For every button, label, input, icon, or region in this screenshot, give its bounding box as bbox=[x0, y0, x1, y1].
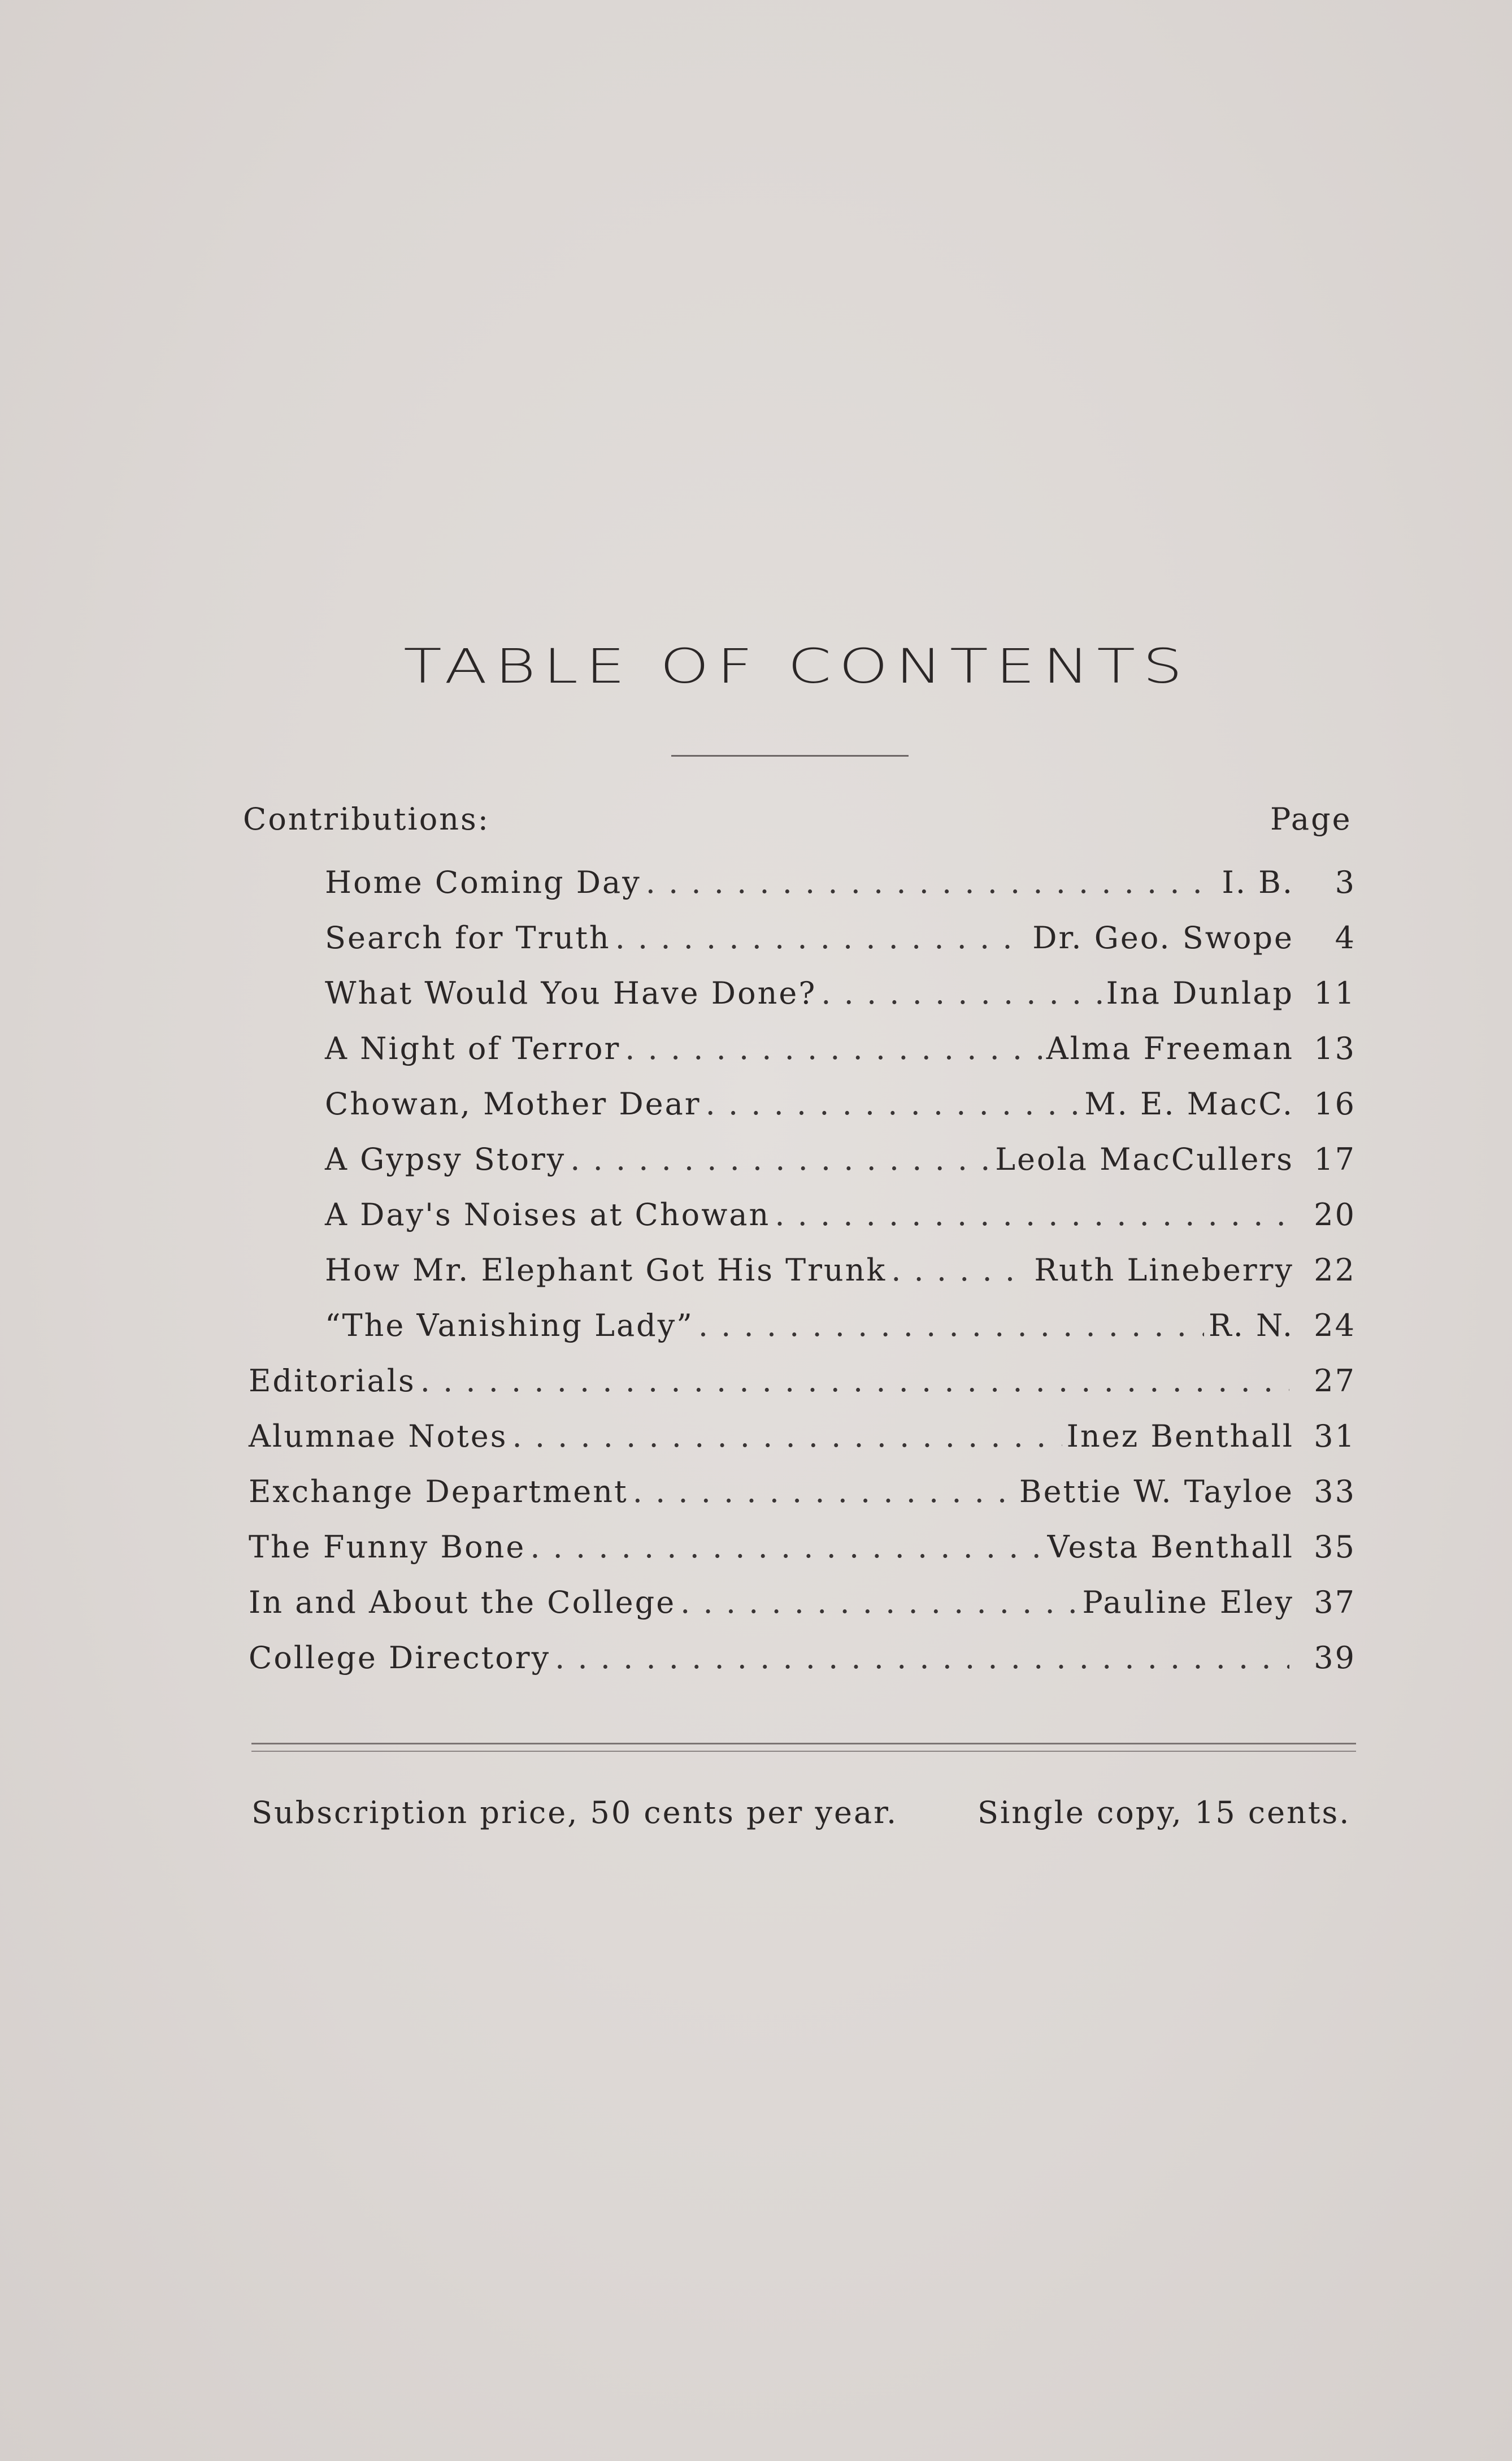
toc-entry-title: A Day's Noises at Chowan bbox=[325, 1197, 771, 1232]
toc-entry bbox=[325, 1197, 1356, 1236]
leader-dots bbox=[775, 1197, 1289, 1232]
toc-entry-page: 4 bbox=[1335, 920, 1356, 956]
toc-entry bbox=[249, 1640, 1356, 1679]
toc-entry-page: 22 bbox=[1314, 1252, 1356, 1288]
toc-entry-page: 39 bbox=[1314, 1640, 1356, 1676]
toc-entry bbox=[249, 1474, 1356, 1513]
toc-entry-page: 13 bbox=[1314, 1031, 1356, 1066]
leader-dots bbox=[420, 1363, 1289, 1399]
toc-entry-title: Exchange Department bbox=[249, 1474, 628, 1509]
toc-entry-title: Chowan, Mother Dear bbox=[325, 1086, 701, 1122]
toc-entry-title: A Night of Terror bbox=[325, 1031, 621, 1066]
toc-entry-author: I. B. bbox=[1222, 865, 1294, 900]
toc-entry-title: Editorials bbox=[249, 1363, 416, 1399]
toc-entry bbox=[325, 920, 1356, 960]
toc-entry-title: What Would You Have Done? bbox=[325, 975, 817, 1011]
toc-entry-author: M. E. MacC. bbox=[1084, 1086, 1294, 1122]
toc-entry bbox=[249, 1529, 1356, 1569]
toc-entry-author: R. N. bbox=[1209, 1308, 1294, 1343]
leader-dots bbox=[512, 1418, 1062, 1454]
leader-dots bbox=[570, 1141, 990, 1177]
leader-dots bbox=[633, 1474, 1015, 1509]
toc-entry-page: 17 bbox=[1314, 1141, 1356, 1177]
toc-entry-title: A Gypsy Story bbox=[325, 1141, 566, 1177]
footer-rule-bottom bbox=[251, 1751, 1356, 1752]
toc-entry-author: Ina Dunlap bbox=[1106, 975, 1294, 1011]
toc-entry-title: College Directory bbox=[249, 1640, 551, 1676]
single-copy-price: Single copy, 15 cents. bbox=[977, 1795, 1351, 1830]
leader-dots bbox=[555, 1640, 1289, 1676]
toc-entry bbox=[325, 1031, 1356, 1070]
toc-entry bbox=[325, 1086, 1356, 1126]
toc-entry-author: Pauline Eley bbox=[1082, 1585, 1294, 1620]
page-column-heading: Page bbox=[1270, 801, 1352, 837]
toc-entry-page: 3 bbox=[1335, 865, 1356, 900]
toc-entry-page: 27 bbox=[1314, 1363, 1356, 1399]
leader-dots bbox=[698, 1308, 1204, 1343]
toc-entry bbox=[325, 1252, 1356, 1292]
toc-entry-page: 11 bbox=[1314, 975, 1356, 1011]
leader-dots bbox=[646, 865, 1218, 900]
leader-dots bbox=[821, 975, 1101, 1011]
toc-entry bbox=[249, 1363, 1356, 1403]
toc-entry-author: Dr. Geo. Swope bbox=[1032, 920, 1294, 956]
toc-entry-page: 24 bbox=[1314, 1308, 1356, 1343]
toc-entry-author: Leola MacCullers bbox=[995, 1141, 1294, 1177]
toc-entry-title: In and About the College bbox=[249, 1585, 676, 1620]
leader-dots bbox=[891, 1252, 1029, 1288]
toc-entry bbox=[249, 1418, 1356, 1458]
toc-entry-page: 31 bbox=[1314, 1418, 1356, 1454]
toc-entry bbox=[325, 1308, 1356, 1347]
toc-entry-page: 33 bbox=[1314, 1474, 1356, 1509]
footer-rule-top bbox=[251, 1743, 1356, 1744]
toc-entry bbox=[249, 1585, 1356, 1624]
toc-entry-page: 16 bbox=[1314, 1086, 1356, 1122]
toc-entry-title: Alumnae Notes bbox=[249, 1418, 508, 1454]
leader-dots bbox=[615, 920, 1028, 956]
toc-entry-author: Inez Benthall bbox=[1066, 1418, 1294, 1454]
toc-entry-author: Bettie W. Tayloe bbox=[1019, 1474, 1294, 1509]
leader-dots bbox=[530, 1529, 1042, 1565]
toc-entry-title: How Mr. Elephant Got His Trunk bbox=[325, 1252, 887, 1288]
leader-dots bbox=[706, 1086, 1080, 1122]
toc-entry bbox=[325, 1141, 1356, 1181]
toc-entry-page: 37 bbox=[1314, 1585, 1356, 1620]
toc-entry-title: Home Coming Day bbox=[325, 865, 641, 900]
toc-entry-author: Alma Freeman bbox=[1046, 1031, 1294, 1066]
page-title: TABLE OF CONTENTS bbox=[403, 639, 1190, 694]
toc-entry-page: 35 bbox=[1314, 1529, 1356, 1565]
toc-entry bbox=[325, 975, 1356, 1015]
contributions-heading: Contributions: bbox=[243, 801, 490, 837]
toc-entry-title: The Funny Bone bbox=[249, 1529, 526, 1565]
toc-entry-author: Ruth Lineberry bbox=[1034, 1252, 1294, 1288]
leader-dots bbox=[680, 1585, 1077, 1620]
toc-entry-title: “The Vanishing Lady” bbox=[325, 1308, 694, 1343]
toc-entry-author: Vesta Benthall bbox=[1047, 1529, 1294, 1565]
subscription-price: Subscription price, 50 cents per year. bbox=[251, 1795, 898, 1830]
toc-entry-title: Search for Truth bbox=[325, 920, 611, 956]
leader-dots bbox=[625, 1031, 1041, 1066]
toc-entry bbox=[325, 865, 1356, 904]
toc-entry-page: 20 bbox=[1314, 1197, 1356, 1232]
